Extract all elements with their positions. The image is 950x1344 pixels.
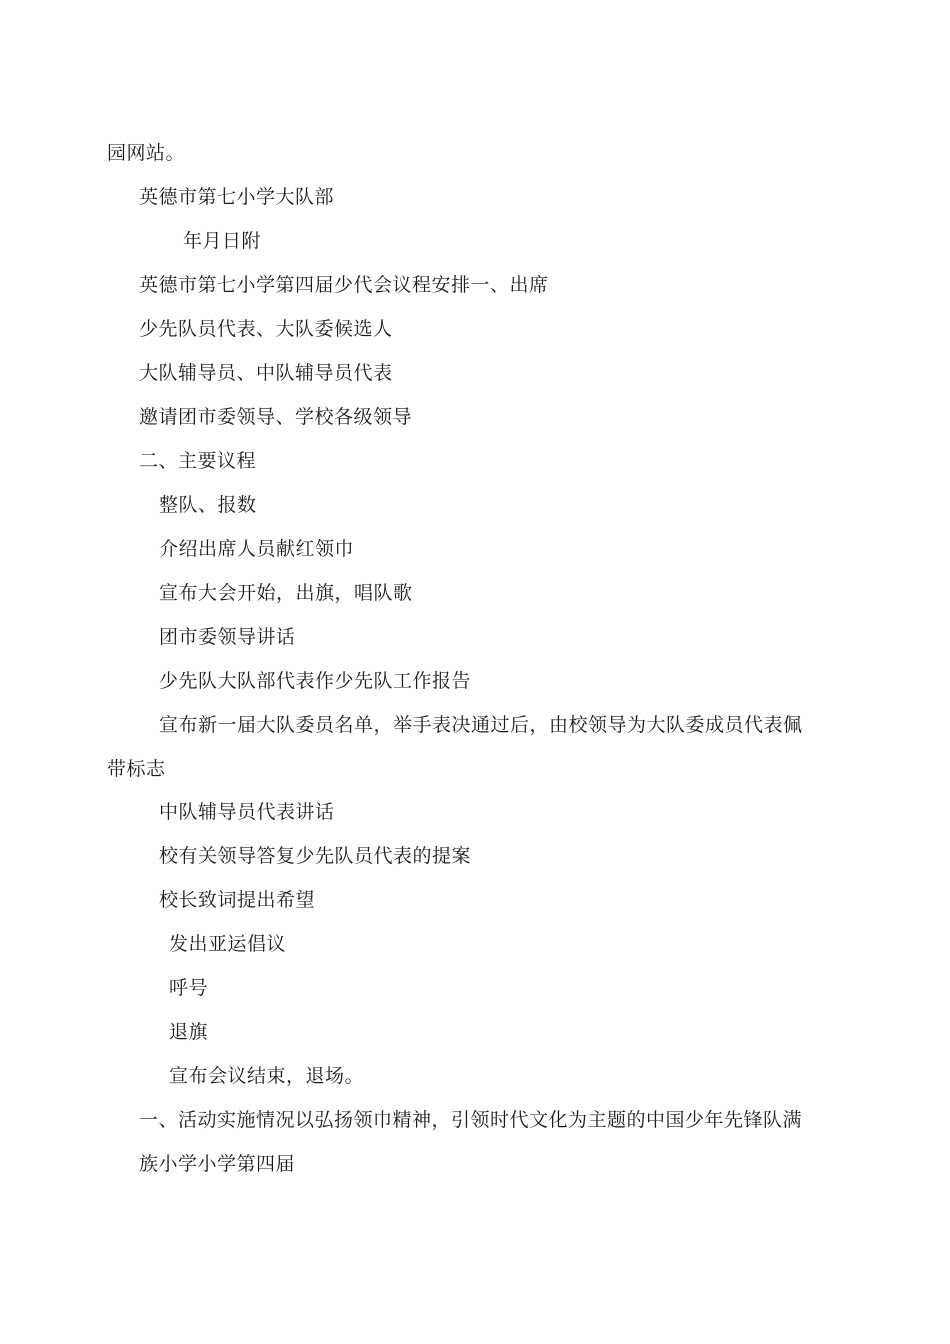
agenda-item: 整队、报数 — [159, 494, 257, 516]
agenda-item: 发出亚运倡议 — [169, 933, 287, 955]
agenda-item: 少先队大队部代表作少先队工作报告 — [159, 670, 472, 692]
agenda-item-continuation: 带标志 — [107, 758, 166, 780]
text-line: 年月日附 — [183, 230, 262, 252]
text-line: 少先队员代表、大队委候选人 — [139, 318, 393, 340]
agenda-item: 呼号 — [169, 977, 209, 999]
text-line: 邀请团市委领导、学校各级领导 — [139, 406, 413, 428]
agenda-item: 校有关领导答复少先队员代表的提案 — [159, 845, 472, 867]
agenda-item: 宣布大会开始，出旗，唱队歌 — [159, 582, 413, 604]
text-line: 一、活动实施情况以弘扬领巾精神，引领时代文化为主题的中国少年先锋队满 — [139, 1109, 803, 1131]
text-line: 园网站。 — [107, 142, 186, 164]
agenda-item: 中队辅导员代表讲话 — [159, 801, 335, 823]
section-heading: 二、主要议程 — [139, 450, 257, 472]
agenda-item: 团市委领导讲话 — [159, 626, 296, 648]
text-line: 大队辅导员、中队辅导员代表 — [139, 362, 393, 384]
agenda-item: 宣布新一届大队委员名单，举手表决通过后，由校领导为大队委成员代表佩 — [159, 714, 803, 736]
text-line: 英德市第七小学第四届少代会议程安排一、出席 — [139, 274, 549, 296]
agenda-item: 校长致词提出希望 — [159, 889, 316, 911]
agenda-item: 退旗 — [169, 1021, 209, 1043]
text-line: 英德市第七小学大队部 — [139, 186, 335, 208]
agenda-item: 介绍出席人员献红领巾 — [159, 538, 355, 560]
text-line: 族小学小学第四届 — [139, 1153, 296, 1175]
agenda-item: 宣布会议结束，退场。 — [169, 1065, 365, 1087]
